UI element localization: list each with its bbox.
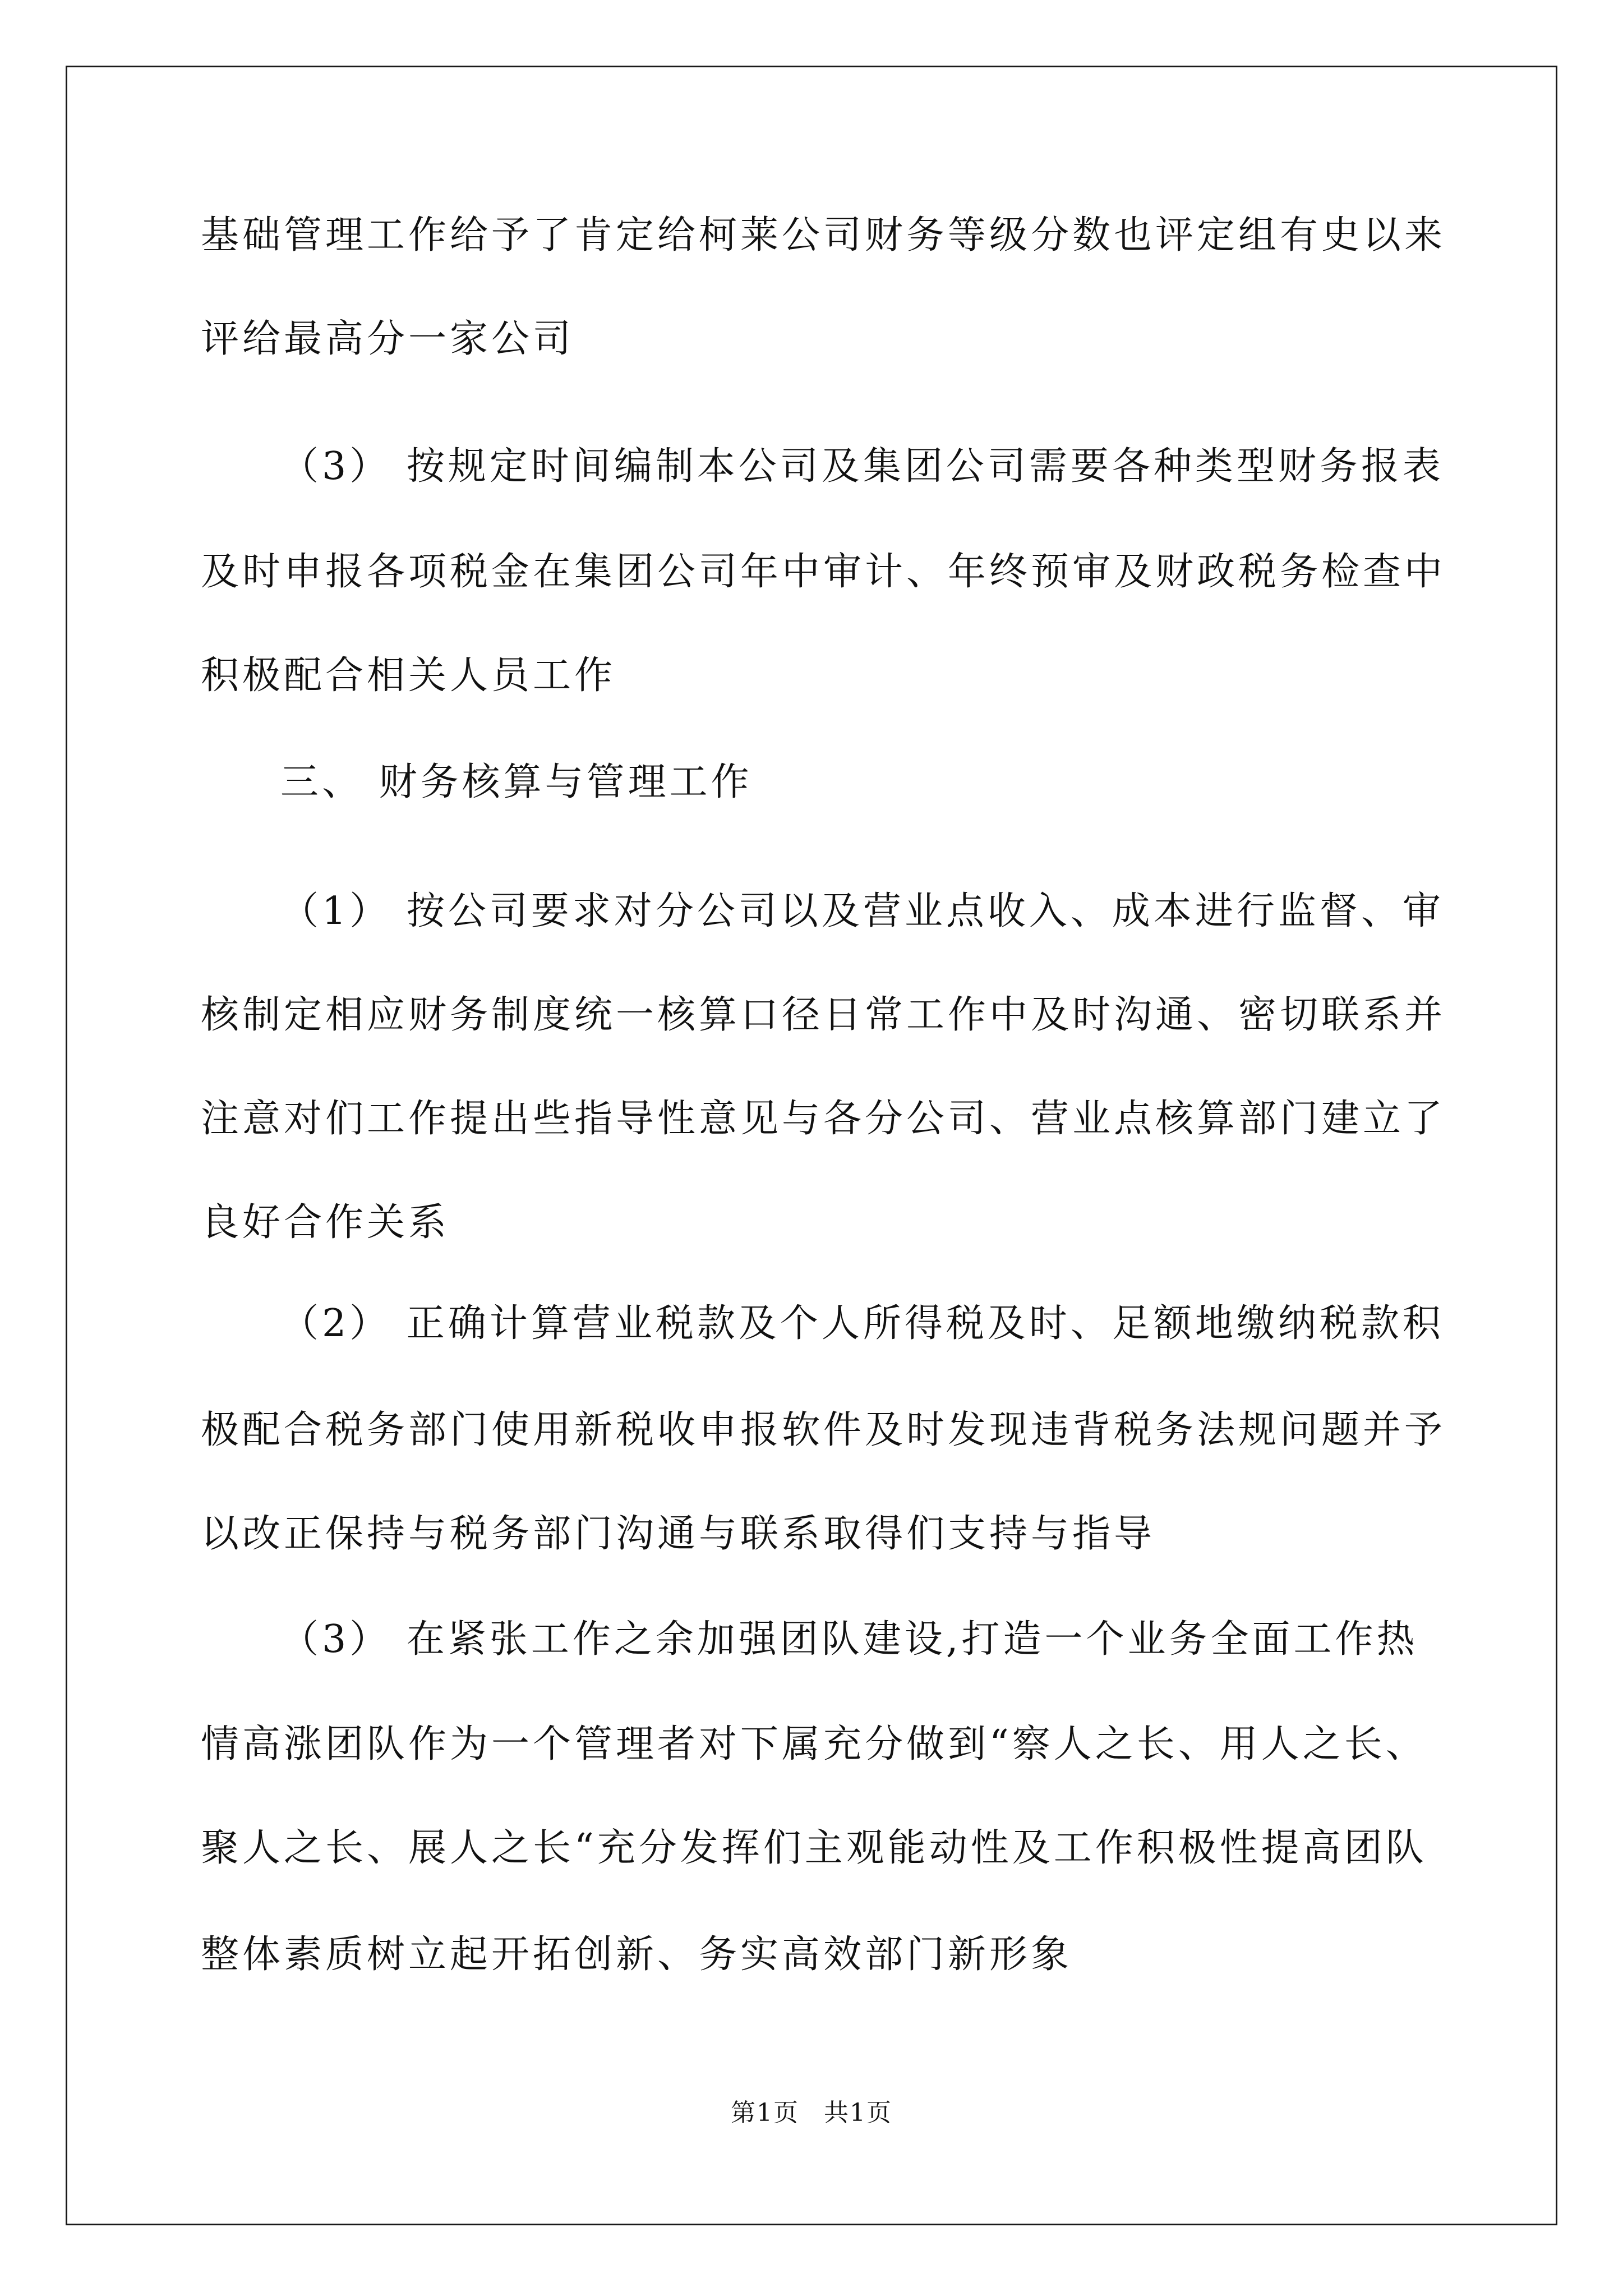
- text-line: （3） 在紧张工作之余加强团队建设,打造一个业务全面工作热: [280, 1617, 1418, 1662]
- text-line: 聚人之长、展人之长“充分发挥们主观能动性及工作积极性提高团队: [201, 1826, 1427, 1870]
- text-line: （2） 正确计算营业税款及个人所得税及时、足额地缴纳税款积: [280, 1301, 1444, 1346]
- text-line: 以改正保持与税务部门沟通与联系取得们支持与指导: [201, 1512, 1156, 1556]
- page-footer: [0, 2092, 1623, 2128]
- text-line: 核制定相应财务制度统一核算口径日常工作中及时沟通、密切联系并: [201, 993, 1446, 1037]
- page-total: 共1页: [824, 2099, 892, 2127]
- text-line: 基础管理工作给予了肯定给柯莱公司财务等级分数也评定组有史以来: [201, 213, 1446, 257]
- page-number: 第1页: [731, 2099, 799, 2127]
- page-border: [66, 66, 1557, 2225]
- text-line: 极配合税务部门使用新税收申报软件及时发现违背税务法规问题并予: [201, 1408, 1446, 1452]
- text-line: 评给最高分一家公司: [201, 317, 575, 361]
- text-line: 整体素质树立起开拓创新、务实高效部门新形象: [201, 1932, 1073, 1977]
- text-line: 注意对们工作提出些指导性意见与各分公司、营业点核算部门建立了: [201, 1097, 1446, 1141]
- text-line: 及时申报各项税金在集团公司年中审计、年终预审及财政税务检查中: [201, 550, 1446, 594]
- text-line: 良好合作关系: [201, 1200, 450, 1245]
- text-line: 情高涨团队作为一个管理者对下属充分做到“察人之长、用人之长、: [201, 1722, 1427, 1766]
- text-line: （1） 按公司要求对分公司以及营业点收入、成本进行监督、审: [280, 889, 1444, 933]
- text-line: （3） 按规定时间编制本公司及集团公司需要各种类型财务报表: [280, 444, 1444, 489]
- text-line: 积极配合相关人员工作: [201, 654, 616, 698]
- section-heading: 三、 财务核算与管理工作: [280, 760, 753, 804]
